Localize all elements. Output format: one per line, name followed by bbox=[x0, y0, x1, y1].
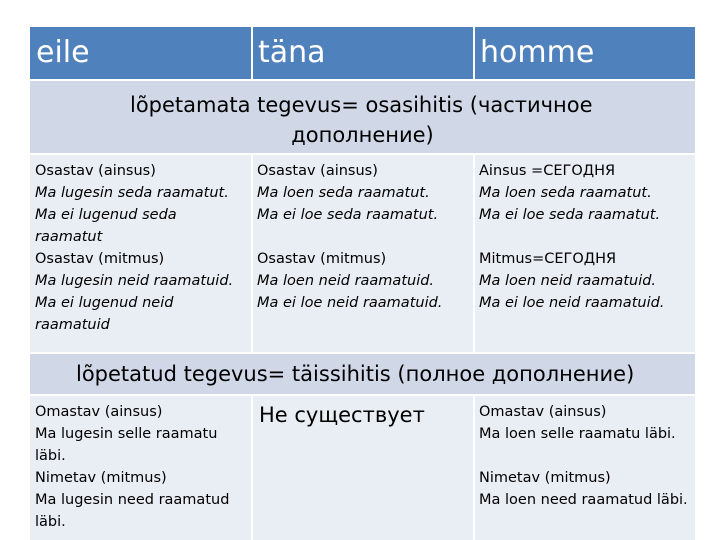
section-title-complete bbox=[30, 353, 695, 395]
s1-eile-ex2: Ma ei lugenud seda bbox=[35, 207, 177, 223]
s1-homme-label2: Mitmus=СЕГОДНЯ bbox=[479, 251, 617, 267]
s1-eile-ex1: Ma lugesin seda raamatut. bbox=[35, 185, 229, 201]
section1-eile-cell bbox=[30, 154, 252, 353]
s2-eile-ex2b: läbi. bbox=[35, 514, 66, 530]
s2-homme-ex1: Ma loen selle raamatu läbi. bbox=[479, 426, 676, 442]
s1-tana-ex1: Ma loen seda raamatut. bbox=[257, 185, 430, 201]
s1-eile-ex4b: raamatuid bbox=[35, 317, 110, 333]
s2-eile-ex1b: läbi. bbox=[35, 448, 66, 464]
header-homme-label: homme bbox=[480, 35, 595, 70]
header-cell-homme bbox=[474, 27, 695, 80]
s1-eile-label2: Osastav (mitmus) bbox=[35, 251, 165, 267]
header-cell-tana bbox=[252, 27, 474, 80]
s1-homme-spacer bbox=[479, 226, 690, 248]
section2-tana-cell bbox=[252, 395, 474, 540]
section2-homme-cell bbox=[474, 395, 695, 540]
divider bbox=[251, 395, 253, 540]
divider bbox=[30, 352, 695, 354]
section1-title-line2: дополнение) bbox=[291, 123, 434, 147]
header-tana-label: täna bbox=[258, 35, 326, 70]
s1-eile-ex3: Ma lugesin neid raamatuid. bbox=[35, 273, 234, 289]
section1-tana-cell bbox=[252, 154, 474, 353]
divider bbox=[473, 395, 475, 540]
section1-title-line1: lõpetamata tegevus= osasihitis (частичное bbox=[130, 93, 593, 117]
divider bbox=[30, 394, 695, 396]
divider bbox=[251, 27, 253, 80]
section-title-incomplete bbox=[30, 80, 695, 154]
s2-eile-label1: Omastav (ainsus) bbox=[35, 404, 163, 420]
section2-title: lõpetatud tegevus= täissihitis (полное дополнение) bbox=[76, 362, 635, 386]
section1-homme-cell bbox=[474, 154, 695, 353]
divider bbox=[30, 153, 695, 155]
s2-homme-label1: Omastav (ainsus) bbox=[479, 404, 607, 420]
s1-tana-ex3: Ma loen neid raamatuid. bbox=[257, 273, 435, 289]
s2-homme-spacer bbox=[479, 445, 690, 467]
s1-eile-label1: Osastav (ainsus) bbox=[35, 163, 156, 179]
s2-homme-label2: Nimetav (mitmus) bbox=[479, 470, 611, 486]
s1-eile-ex2b: raamatut bbox=[35, 229, 103, 245]
section2-eile-cell bbox=[30, 395, 252, 540]
s2-homme-ex2: Ma loen need raamatud läbi. bbox=[479, 492, 688, 508]
s2-tana-text: Не существует bbox=[259, 403, 425, 427]
divider bbox=[251, 154, 253, 353]
s2-eile-ex2: Ma lugesin need raamatud bbox=[35, 492, 230, 508]
s1-homme-ex2: Ma ei loe seda raamatut. bbox=[479, 207, 661, 223]
s1-tana-label1: Osastav (ainsus) bbox=[257, 163, 378, 179]
s2-eile-label2: Nimetav (mitmus) bbox=[35, 470, 167, 486]
s1-homme-ex4: Ma ei loe neid raamatuid. bbox=[479, 295, 665, 311]
divider bbox=[30, 79, 695, 81]
s1-homme-ex1: Ma loen seda raamatut. bbox=[479, 185, 652, 201]
s1-homme-ex3: Ma loen neid raamatuid. bbox=[479, 273, 657, 289]
s2-eile-ex1: Ma lugesin selle raamatu bbox=[35, 426, 218, 442]
s1-homme-label1: Ainsus =СЕГОДНЯ bbox=[479, 163, 616, 179]
s1-tana-ex2: Ma ei loe seda raamatut. bbox=[257, 207, 439, 223]
s1-eile-ex4: Ma ei lugenud neid bbox=[35, 295, 174, 311]
s1-tana-label2: Osastav (mitmus) bbox=[257, 251, 387, 267]
header-cell-eile bbox=[30, 27, 252, 80]
divider bbox=[473, 154, 475, 353]
divider bbox=[473, 27, 475, 80]
s1-tana-spacer bbox=[257, 226, 469, 248]
header-eile-label: eile bbox=[36, 35, 90, 70]
s1-tana-ex4: Ma ei loe neid raamatuid. bbox=[257, 295, 443, 311]
